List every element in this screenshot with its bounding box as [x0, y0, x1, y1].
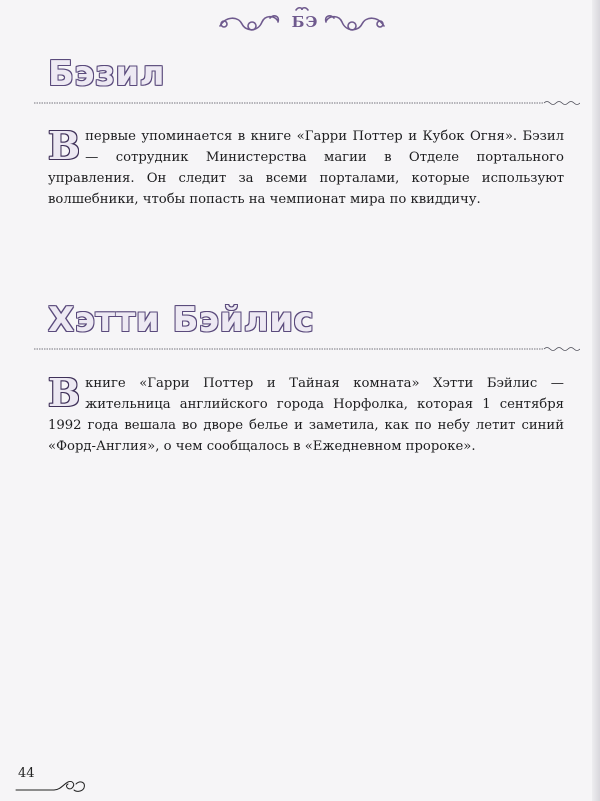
entry-text: первые упоминается в книге «Гарри Поттер и Кубок Огня». Бэзил — сотрудник Министерства магии в Отделе портального управления. Он следит за всеми порталами, которые используют волшебники, чтобы попасть на чемпионат мира по квиддичу. — [48, 129, 564, 207]
title-underline-rule — [34, 345, 580, 353]
entry-title-hetty-bayliss: Хэтти Бэйлис — [48, 300, 315, 340]
title-underline-rule — [34, 99, 580, 107]
page-number: 44 — [18, 766, 35, 781]
entry-text: книге «Гарри Поттер и Тайная комната» Хэтти Бэйлис — жительница английского города Норфолка, которая 1 сентября 1992 года вешала во дворе белье и заметила, как по небу летит синий «Форд-Англия», о чем сообщалось в «Ежедневном пророке». — [48, 376, 564, 454]
footer-flourish-ornament — [14, 768, 94, 796]
drop-cap: В — [48, 370, 81, 415]
entry-body-hetty-bayliss — [48, 370, 564, 457]
entry-body-basil — [48, 123, 564, 210]
page-edge — [592, 0, 600, 801]
entry-title-basil: Бэзил — [48, 54, 166, 94]
section-letters: БЭ — [291, 13, 319, 31]
drop-cap: В — [48, 123, 81, 168]
